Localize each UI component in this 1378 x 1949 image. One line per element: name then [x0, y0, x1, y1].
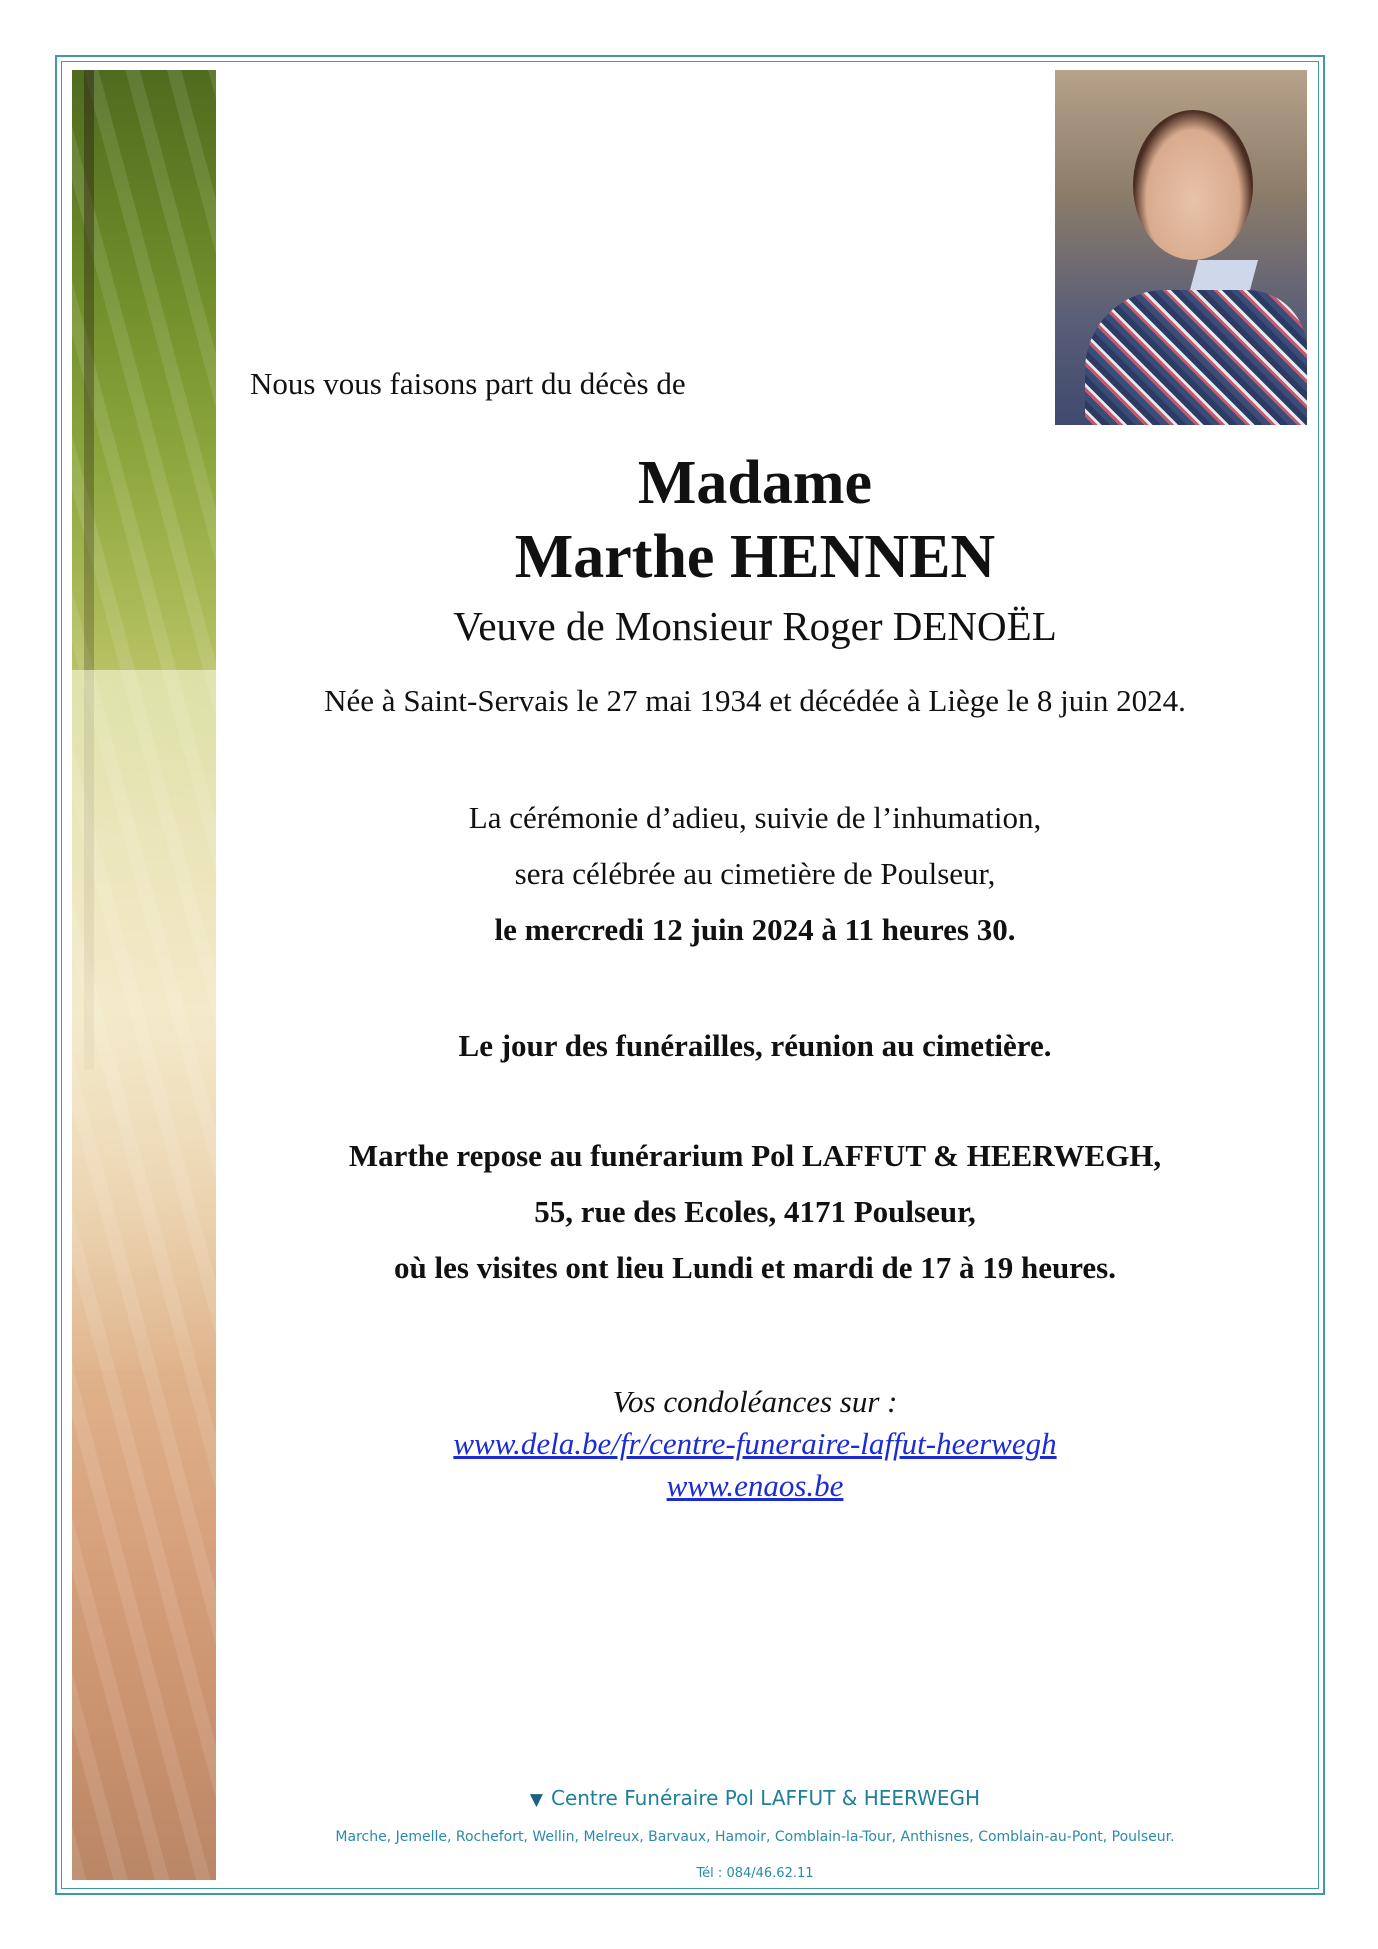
portrait-jacket-shape	[1085, 290, 1307, 425]
honorific-title: Madame	[637, 449, 873, 517]
footer-company-name: Centre Funéraire Pol LAFFUT & HEERWEGH	[550, 1786, 981, 1810]
condolences-label: Vos condoléances sur :	[612, 1384, 898, 1419]
ceremony-line-1: La cérémonie d’adieu, suivie de l’inhumation,	[468, 800, 1042, 835]
rest-address-line: 55, rue des Ecoles, 4171 Poulseur,	[534, 1194, 976, 1229]
rest-line-1: Marthe repose au funérarium Pol LAFFUT & HEERWEGH,	[348, 1138, 1162, 1173]
ceremony-date-line: le mercredi 12 juin 2024 à 11 heures 30.	[494, 912, 1016, 947]
meeting-line: Le jour des funérailles, réunion au cimetière.	[458, 1028, 1052, 1063]
forest-path-image	[72, 70, 216, 1880]
ceremony-line-2: sera célébrée au cimetière de Poulseur,	[514, 856, 996, 891]
portrait-photo	[1055, 70, 1307, 425]
portrait-face-shape	[1133, 110, 1253, 260]
footer-company	[250, 1786, 1260, 1810]
condolences-link-dela[interactable]: www.dela.be/fr/centre-funeraire-laffut-heerwegh	[453, 1426, 1057, 1461]
condolences-link-enaos[interactable]: www.enaos.be	[666, 1468, 844, 1503]
deceased-name: Marthe HENNEN	[514, 523, 996, 591]
widow-line: Veuve de Monsieur Roger DENOËL	[453, 603, 1057, 649]
footer-towns: Marche, Jemelle, Rochefort, Wellin, Melreux, Barvaux, Hamoir, Comblain-la-Tour, Anthisnes, Comblain-au-Pont, Poulseur.	[335, 1829, 1175, 1845]
footer-telephone: Tél : 084/46.62.11	[696, 1866, 814, 1881]
rest-visits-line: où les visites ont lieu Lundi et mardi de 17 à 19 heures.	[394, 1250, 1116, 1285]
intro-text: Nous vous faisons part du décès de	[250, 366, 686, 401]
birth-death-line: Née à Saint-Servais le 27 mai 1934 et décédée à Liège le 8 juin 2024.	[324, 683, 1186, 718]
sun-rays-shape	[72, 670, 216, 1370]
triangle-down-icon: ▼	[529, 1790, 543, 1810]
